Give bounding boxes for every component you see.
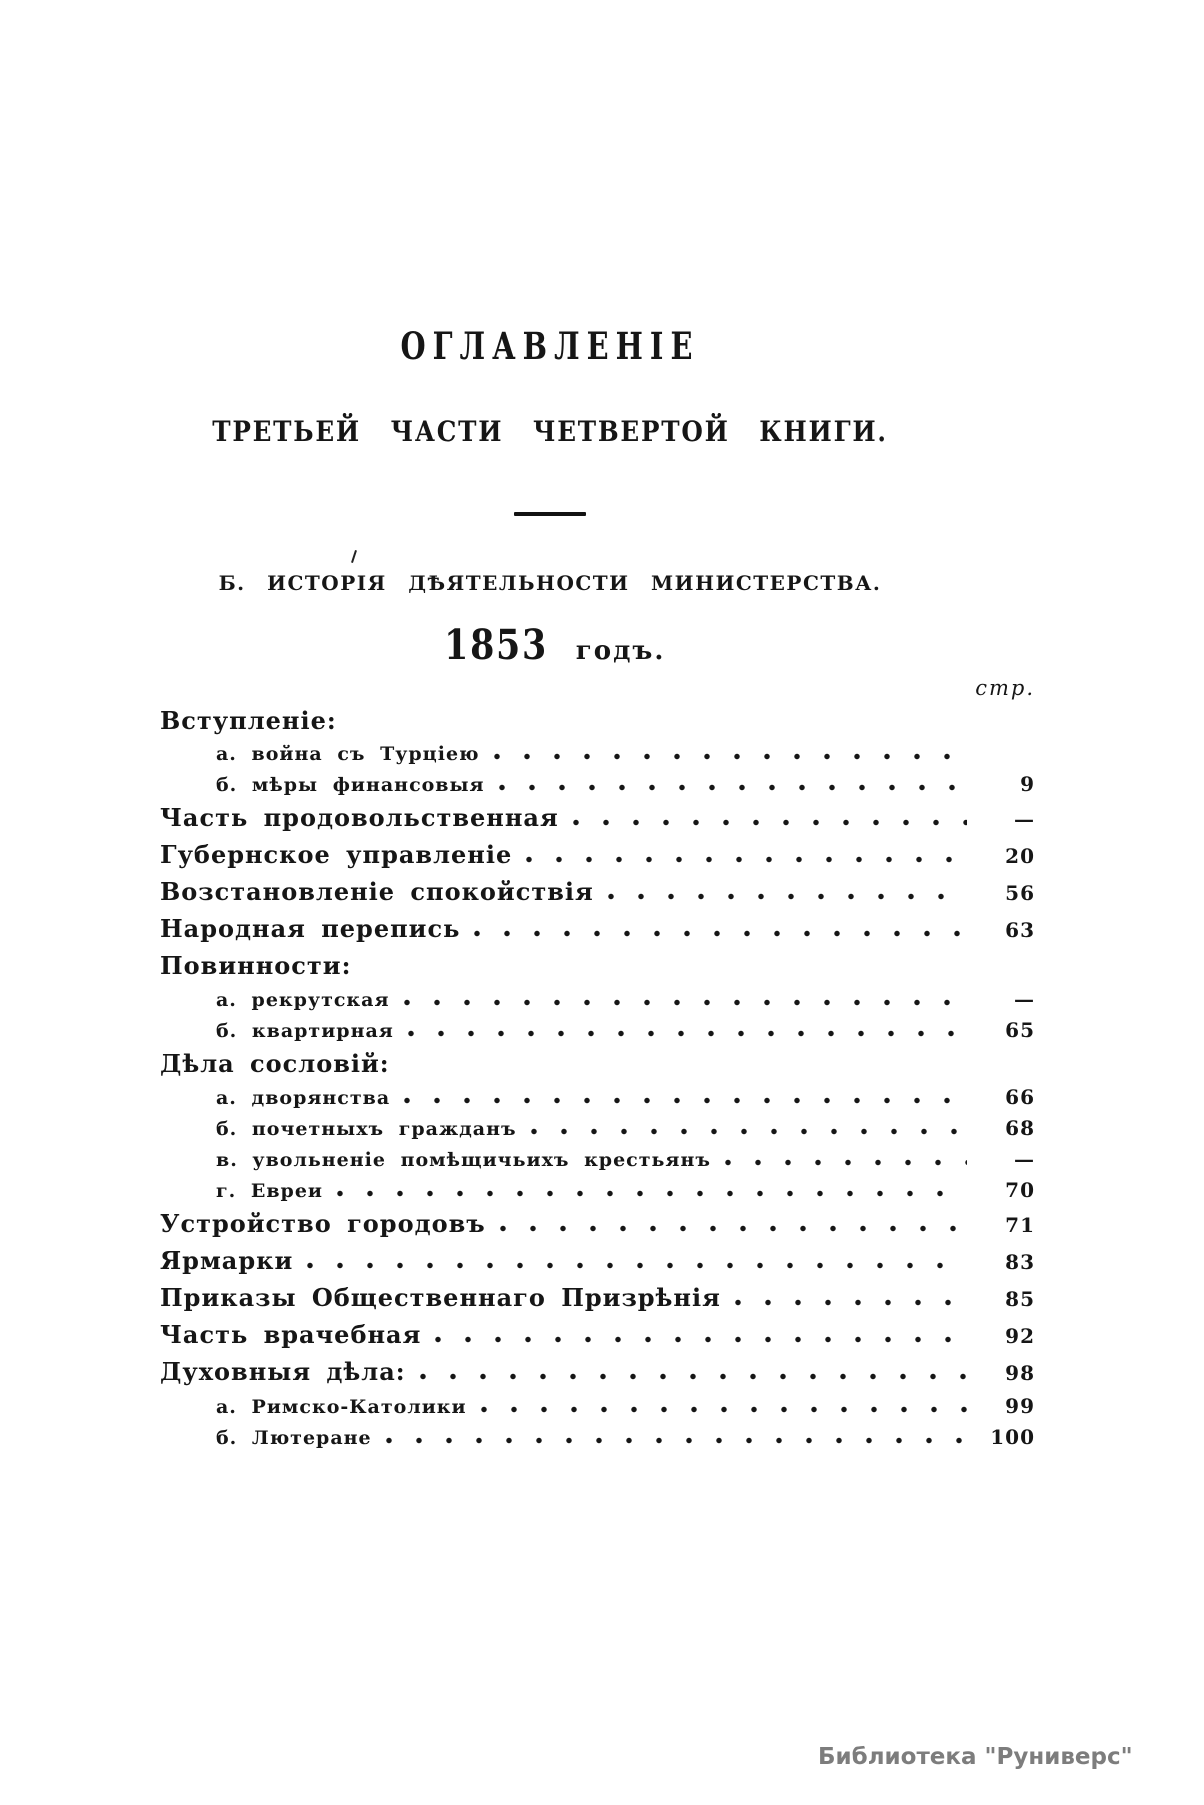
watermark: Библиотека "Руниверс" [818, 1744, 1133, 1770]
dot-leader [531, 1128, 967, 1135]
toc-entry [160, 1113, 1035, 1144]
toc-entry [160, 1391, 1035, 1422]
year-heading [100, 621, 1000, 669]
page-number: 92 [1005, 1324, 1035, 1348]
dot-leader [481, 1406, 967, 1413]
toc-entry [160, 1082, 1035, 1113]
page-number: 70 [1005, 1178, 1035, 1202]
toc-entry [160, 1015, 1035, 1046]
toc-entry-label: Повинности: [160, 951, 352, 980]
dot-leader [404, 1097, 967, 1104]
toc-entry-label: Губернское управленіе [160, 840, 513, 869]
toc-entry-label: а. рекрутская [216, 989, 390, 1011]
toc-entry-label: Возстановленіе спокойствія [160, 877, 594, 906]
page-number: 56 [1005, 881, 1035, 905]
toc-entry [160, 800, 1035, 837]
toc-entry [160, 1243, 1035, 1280]
page-number: 63 [1005, 918, 1035, 942]
dot-leader [307, 1262, 967, 1269]
toc-entry [160, 1280, 1035, 1317]
page-number: 85 [1005, 1287, 1035, 1311]
dot-leader [337, 1190, 967, 1197]
toc-entry-label: б. почетныхъ гражданъ [216, 1118, 517, 1140]
section-header: Б. ИСТОРІЯ ДѢЯТЕЛЬНОСТИ МИНИСТЕРСТВА. [218, 571, 882, 595]
toc-section-label [160, 703, 1035, 739]
ink-speck [351, 550, 357, 563]
page-number: 100 [990, 1425, 1035, 1449]
toc-entry-label: Часть продовольственная [160, 803, 559, 832]
toc-entry [160, 1354, 1035, 1391]
toc-entry [160, 1144, 1035, 1175]
toc-entry [160, 984, 1035, 1015]
page-number: 99 [1005, 1394, 1035, 1418]
toc-entry-label: Духовныя дѣла: [160, 1357, 406, 1386]
dot-leader [573, 819, 967, 826]
toc-entry [160, 1175, 1035, 1206]
toc-entry-label: Дѣла сословій: [160, 1049, 390, 1078]
toc-entry [160, 837, 1035, 874]
dot-leader [735, 1299, 967, 1306]
divider-rule [514, 512, 586, 516]
toc-section-label [160, 948, 1035, 984]
toc-entry [160, 769, 1035, 800]
page-number: 9 [1020, 772, 1035, 796]
toc-entry-label: Приказы Общественнаго Призрѣнія [160, 1283, 721, 1312]
page-number: 20 [1005, 844, 1035, 868]
toc-entry-label: в. увольненіе помѣщичьихъ крестьянъ [216, 1149, 711, 1171]
toc-entry [160, 1206, 1035, 1243]
page-number: 98 [1005, 1361, 1035, 1385]
dot-leader [500, 1225, 967, 1232]
toc-entry-label: Вступленіе: [160, 706, 337, 735]
toc-entry-label: б. квартирная [216, 1020, 394, 1042]
page-number: — [1014, 807, 1035, 831]
toc-entry-label: а. Римско-Католики [216, 1396, 467, 1418]
dot-leader [608, 893, 967, 900]
dot-leader [386, 1437, 967, 1444]
toc-entry-label: Ярмарки [160, 1246, 294, 1275]
page-column-label: стр. [975, 676, 1035, 700]
page-number: 83 [1005, 1250, 1035, 1274]
dot-leader [526, 856, 967, 863]
toc-entry-label: Устройство городовъ [160, 1209, 486, 1238]
page-number: 71 [1005, 1213, 1035, 1237]
toc-entry [160, 739, 1035, 769]
year-number: 1853 [443, 621, 548, 669]
toc-list [160, 703, 1035, 1453]
toc-entry [160, 874, 1035, 911]
page-number: 66 [1005, 1085, 1035, 1109]
toc-section-label [160, 1046, 1035, 1082]
dot-leader [404, 999, 968, 1006]
dot-leader [725, 1159, 967, 1166]
toc-entry-label: б. мѣры финансовыя [216, 774, 485, 796]
dot-leader [408, 1030, 967, 1037]
toc-entry-label: Народная перепись [160, 914, 461, 943]
dot-leader [435, 1336, 967, 1343]
page-number: — [1014, 987, 1035, 1011]
headings-block [100, 324, 1000, 669]
toc-entry [160, 1422, 1035, 1453]
page-subtitle: ТРЕТЬЕЙ ЧАСТИ ЧЕТВЕРТОЙ КНИГИ. [212, 415, 888, 448]
page-title: ОГЛАВЛЕНІЕ [400, 324, 700, 368]
page-number: — [1014, 1147, 1035, 1171]
dot-leader [420, 1373, 967, 1380]
toc-entry-label: Часть врачебная [160, 1320, 422, 1349]
toc-entry [160, 1317, 1035, 1354]
dot-leader [499, 784, 967, 791]
toc-entry [160, 911, 1035, 948]
toc-entry-label: а. дворянства [216, 1087, 391, 1109]
toc-entry-label: б. Лютеране [216, 1427, 372, 1449]
year-word: годъ. [575, 636, 666, 666]
toc-entry-label: г. Евреи [216, 1180, 324, 1202]
dot-leader [474, 930, 967, 937]
toc-entry-label: а. война съ Турціею [216, 743, 480, 765]
dot-leader [494, 753, 967, 760]
page-number: 65 [1005, 1018, 1035, 1042]
page-number: 68 [1005, 1116, 1035, 1140]
